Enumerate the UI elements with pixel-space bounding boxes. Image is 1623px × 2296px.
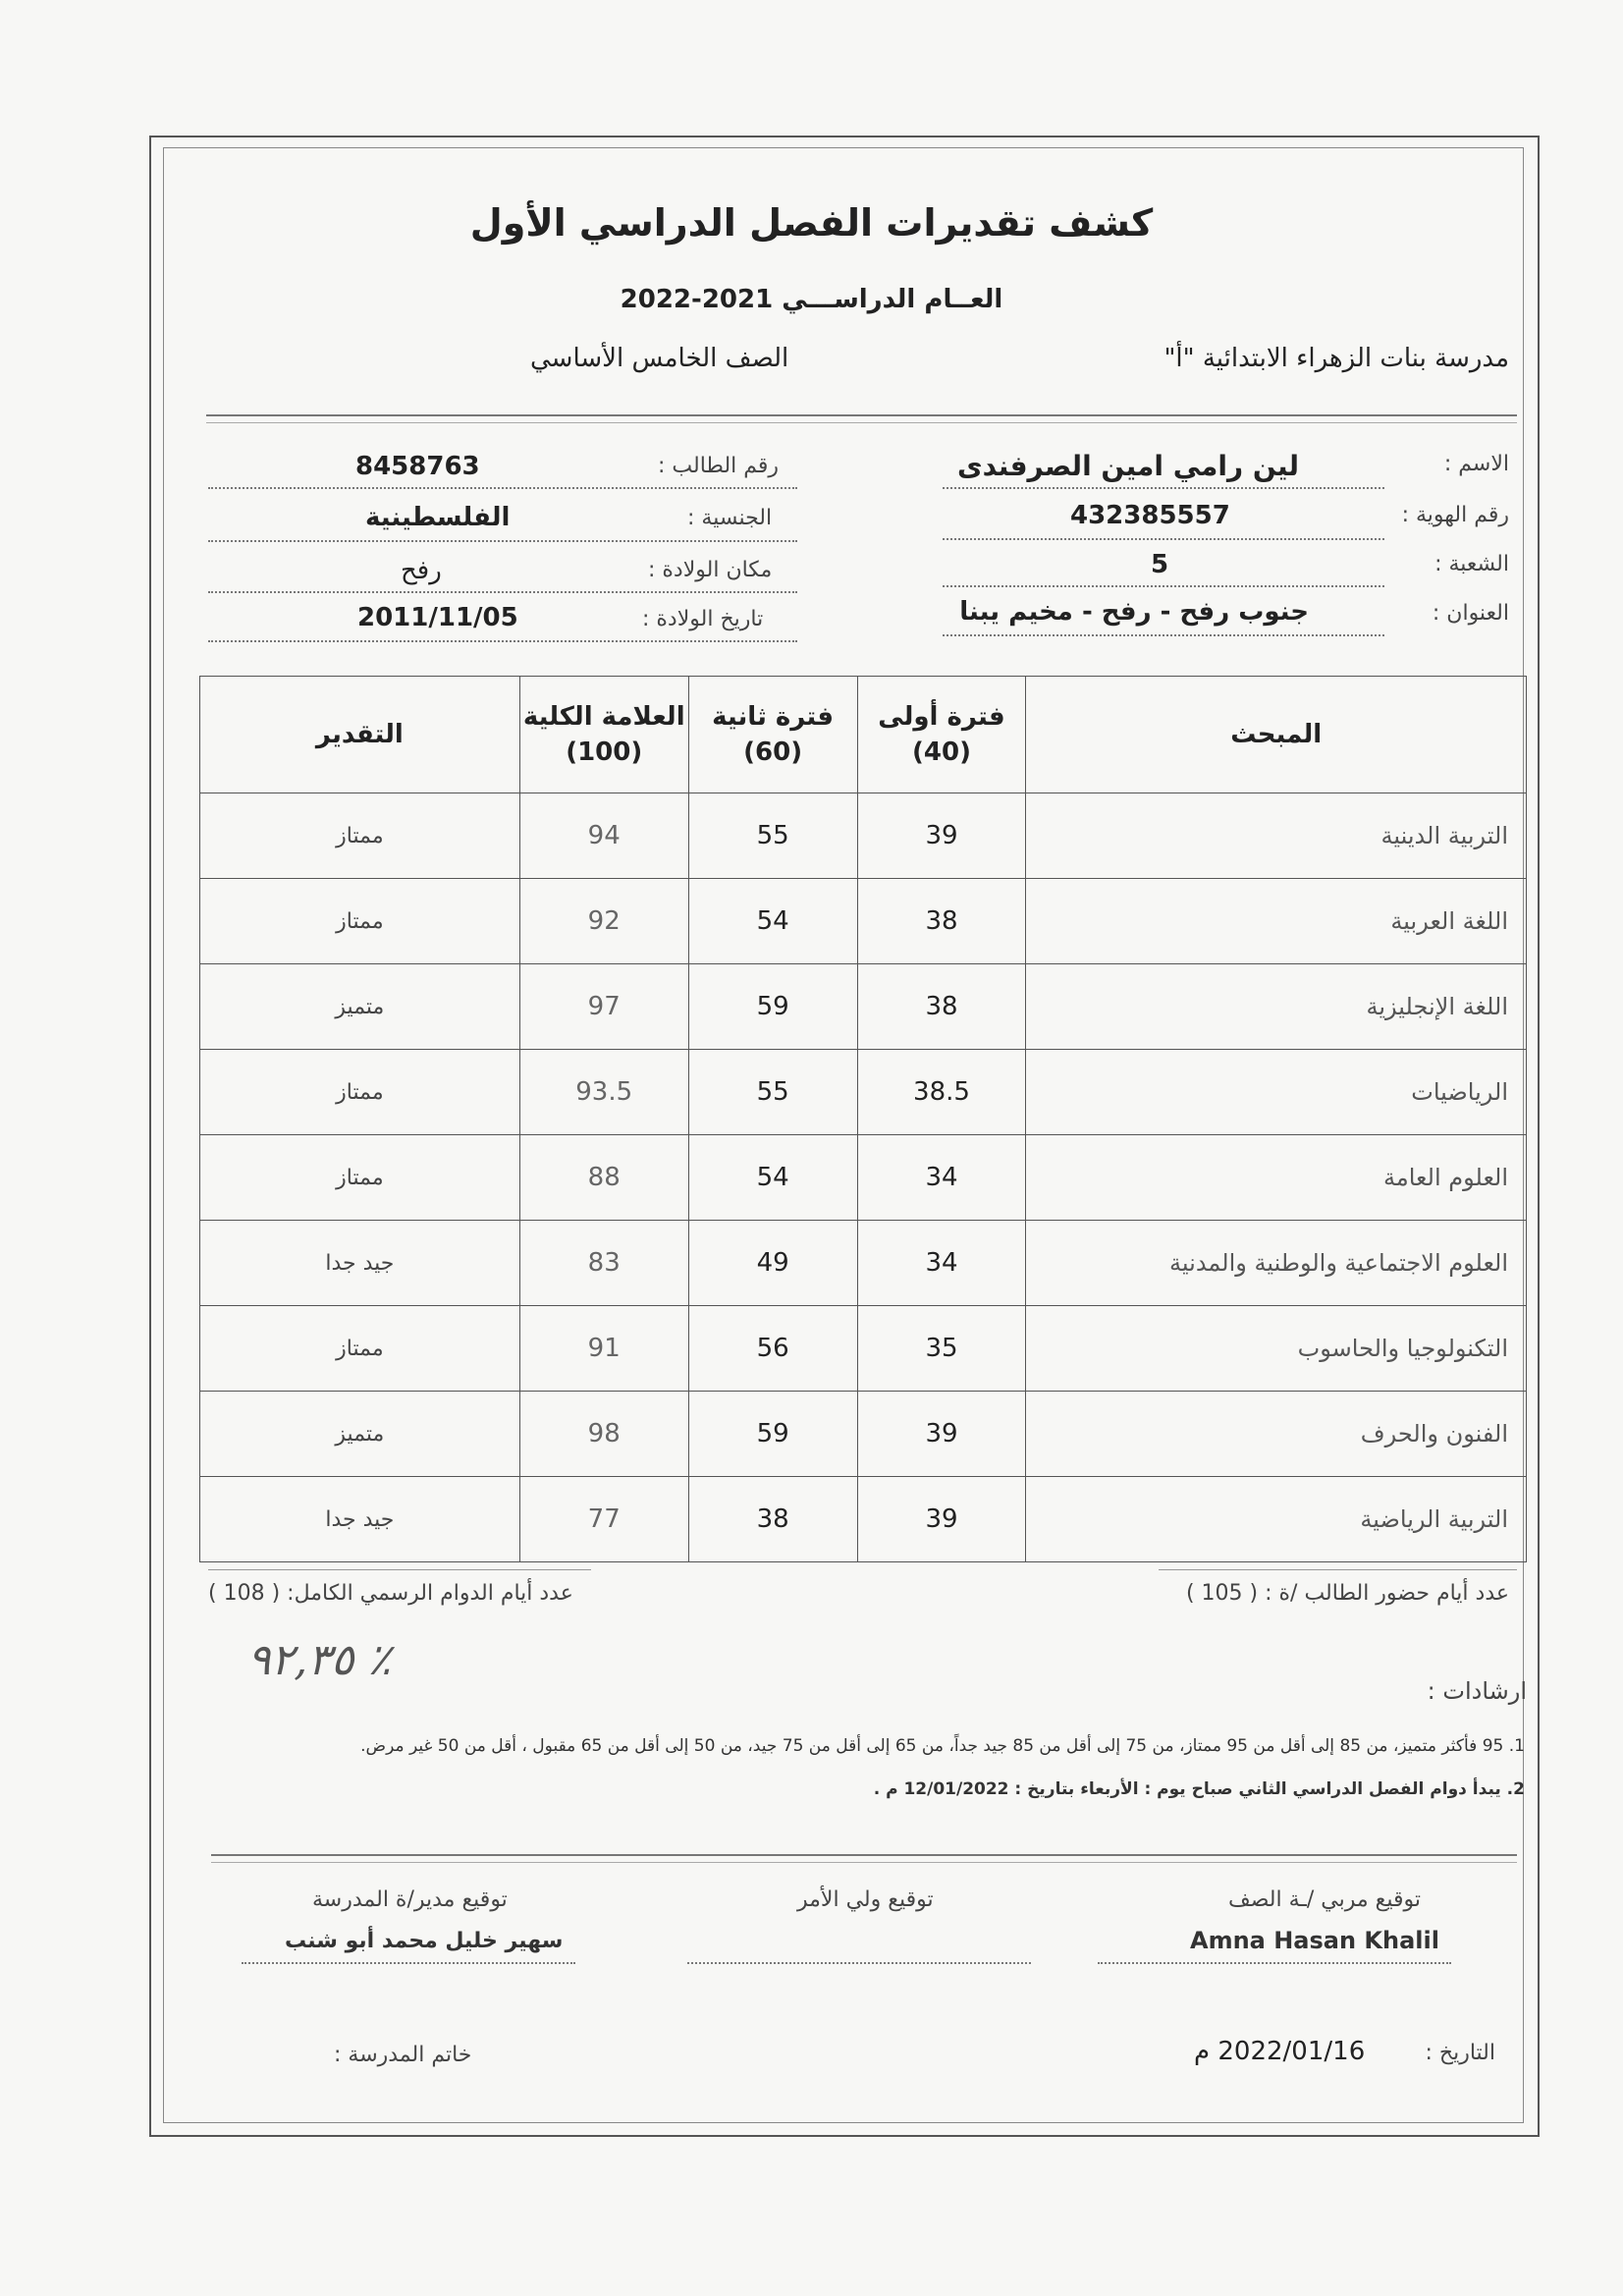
- subject-cell: الفنون والحرف: [1026, 1392, 1527, 1477]
- attendance-total: [208, 1581, 573, 1606]
- first-period-cell: 34: [857, 1221, 1026, 1306]
- subject-cell: التربية الدينية: [1026, 793, 1527, 879]
- number-dotted-line: [208, 487, 797, 489]
- note-item: 1. 95 فأكثر متميز، من 85 إلى أقل من 95 ممتاز، من 75 إلى أقل من 85 جيد جداً، من 65 إلى أقل من 75 جيد، من 50 إلى أقل من 65 مقبول ، أقل من 50 غير مرض.: [360, 1736, 1525, 1756]
- total-cell: 91: [519, 1306, 688, 1392]
- first-period-cell: 39: [857, 793, 1026, 879]
- report-date: 2022/01/16 م: [1194, 2037, 1366, 2066]
- total-cell: 94: [519, 793, 688, 879]
- table-row: [200, 1477, 1527, 1562]
- table-header-row: [200, 677, 1527, 793]
- birthdate-dotted-line: [208, 640, 797, 642]
- parent-signature-label: توقيع ولي الأمر: [797, 1887, 934, 1912]
- subject-cell: اللغة العربية: [1026, 879, 1527, 964]
- grade-cell: جيد جدا: [200, 1221, 520, 1306]
- second-period-cell: 54: [688, 1135, 857, 1221]
- table-row: [200, 879, 1527, 964]
- student-number-label: رقم الطالب :: [658, 454, 780, 478]
- attendance-total-label: عدد أيام الدوام الرسمي الكامل:: [287, 1581, 573, 1606]
- table-row: [200, 1135, 1527, 1221]
- class-grade: الصف الخامس الأساسي: [530, 344, 789, 373]
- birthdate-label: تاريخ الولادة :: [642, 607, 764, 631]
- id-label: رقم الهوية :: [1401, 503, 1509, 527]
- report-title: كشف تقديرات الفصل الدراسي الأول: [469, 201, 1154, 245]
- attendance-present-value: ( 105 ): [1185, 1581, 1259, 1606]
- attendance-rule-left: [208, 1569, 591, 1570]
- second-period-cell: 56: [688, 1306, 857, 1392]
- notes-divider: [211, 1854, 1517, 1856]
- grade-cell: جيد جدا: [200, 1477, 520, 1562]
- subject-cell: العلوم العامة: [1026, 1135, 1527, 1221]
- handwritten-percentage: ٪ ٩٢,٣٥: [247, 1635, 392, 1685]
- second-period-cell: 38: [688, 1477, 857, 1562]
- section-label: الشعبة :: [1434, 552, 1509, 576]
- first-period-cell: 39: [857, 1392, 1026, 1477]
- nationality-dotted-line: [208, 540, 797, 542]
- first-period-cell: 34: [857, 1135, 1026, 1221]
- attendance-rule-right: [1159, 1569, 1517, 1570]
- name-dotted-line: [943, 487, 1384, 489]
- total-cell: 83: [519, 1221, 688, 1306]
- grade-cell: متميز: [200, 964, 520, 1050]
- notes-divider-2: [211, 1862, 1517, 1863]
- grade-cell: ممتاز: [200, 879, 520, 964]
- address-label: العنوان :: [1432, 601, 1509, 626]
- total-cell: 77: [519, 1477, 688, 1562]
- grade-cell: ممتاز: [200, 1050, 520, 1135]
- teacher-dotted-line: [1098, 1962, 1451, 1964]
- student-section: 5: [1151, 550, 1169, 579]
- nationality-label: الجنسية :: [687, 506, 773, 530]
- notes-title: ارشادات :: [1427, 1677, 1527, 1705]
- total-cell: 92: [519, 879, 688, 964]
- id-dotted-line: [943, 538, 1384, 540]
- table-row: [200, 1221, 1527, 1306]
- attendance-present: [1186, 1581, 1509, 1606]
- subject-cell: الرياضيات: [1026, 1050, 1527, 1135]
- parent-dotted-line: [687, 1962, 1031, 1964]
- first-period-cell: 38.5: [857, 1050, 1026, 1135]
- second-period-cell: 55: [688, 793, 857, 879]
- school-stamp-label: خاتم المدرسة :: [334, 2043, 472, 2067]
- subject-cell: اللغة الإنجليزية: [1026, 964, 1527, 1050]
- table-row: [200, 1392, 1527, 1477]
- first-period-cell: 35: [857, 1306, 1026, 1392]
- table-row: [200, 964, 1527, 1050]
- birthplace-dotted-line: [208, 591, 797, 593]
- grade-cell: متميز: [200, 1392, 520, 1477]
- header-divider: [206, 414, 1517, 416]
- subject-cell: العلوم الاجتماعية والوطنية والمدنية: [1026, 1221, 1527, 1306]
- teacher-signature-label: توقيع مربي /ـة الصف: [1227, 1887, 1421, 1912]
- address-dotted-line: [943, 634, 1384, 636]
- birthplace-label: مكان الولادة :: [648, 558, 773, 582]
- student-name: لين رامي امين الصرفندى: [956, 450, 1299, 482]
- subject-cell: التربية الرياضية: [1026, 1477, 1527, 1562]
- academic-year: العــام الدراســـي 2021-2022: [620, 285, 1003, 314]
- principal-signature-label: توقيع مدير/ة المدرسة: [312, 1887, 508, 1912]
- teacher-name: Amna Hasan Khalil: [1190, 1927, 1439, 1954]
- principal-dotted-line: [242, 1962, 575, 1964]
- total-cell: 97: [519, 964, 688, 1050]
- first-period-cell: 38: [857, 964, 1026, 1050]
- second-period-cell: 49: [688, 1221, 857, 1306]
- principal-name: سهير خليل محمد أبو شنب: [285, 1929, 564, 1953]
- note-item: 2. يبدأ دوام الفصل الدراسي الثاني صباح يوم : الأربعاء بتاريخ : 12/01/2022 م .: [873, 1779, 1525, 1799]
- grade-cell: ممتاز: [200, 793, 520, 879]
- header-first-period: [857, 677, 1026, 793]
- header-second-max: (60): [743, 738, 803, 767]
- second-period-cell: 54: [688, 879, 857, 964]
- total-cell: 88: [519, 1135, 688, 1221]
- grades-table: [199, 676, 1527, 1562]
- name-label: الاسم :: [1443, 452, 1509, 476]
- student-birthdate: 2011/11/05: [357, 603, 518, 632]
- student-address: جنوب رفح - رفح - مخيم يبنا: [959, 597, 1309, 627]
- attendance-total-value: ( 108 ): [208, 1581, 281, 1606]
- header-total-label: العلامة الكلية: [522, 702, 685, 732]
- subject-cell: التكنولوجيا والحاسوب: [1026, 1306, 1527, 1392]
- header-grade: التقدير: [200, 677, 520, 793]
- table-row: [200, 1050, 1527, 1135]
- total-cell: 93.5: [519, 1050, 688, 1135]
- first-period-cell: 39: [857, 1477, 1026, 1562]
- header-second-label: فترة ثانية: [712, 702, 835, 732]
- grade-cell: ممتاز: [200, 1135, 520, 1221]
- header-first-max: (40): [912, 738, 971, 767]
- student-birthplace: رفح: [401, 556, 442, 585]
- second-period-cell: 55: [688, 1050, 857, 1135]
- second-period-cell: 59: [688, 964, 857, 1050]
- date-label: التاريخ :: [1425, 2041, 1495, 2065]
- total-cell: 98: [519, 1392, 688, 1477]
- first-period-cell: 38: [857, 879, 1026, 964]
- header-subject: المبحث: [1026, 677, 1527, 793]
- section-dotted-line: [943, 585, 1384, 587]
- student-nationality: الفلسطينية: [365, 503, 511, 532]
- header-total-max: (100): [566, 738, 643, 767]
- grade-cell: ممتاز: [200, 1306, 520, 1392]
- header-second-period: [688, 677, 857, 793]
- header-first-label: فترة أولى: [878, 702, 1005, 732]
- student-id: 432385557: [1070, 501, 1230, 530]
- second-period-cell: 59: [688, 1392, 857, 1477]
- attendance-present-label: عدد أيام حضور الطالب /ة :: [1265, 1581, 1509, 1606]
- table-row: [200, 1306, 1527, 1392]
- table-row: [200, 793, 1527, 879]
- school-name: مدرسة بنات الزهراء الابتدائية "أ": [1163, 344, 1509, 373]
- header-divider-2: [206, 422, 1517, 423]
- student-number: 8458763: [355, 452, 480, 481]
- header-total: [519, 677, 688, 793]
